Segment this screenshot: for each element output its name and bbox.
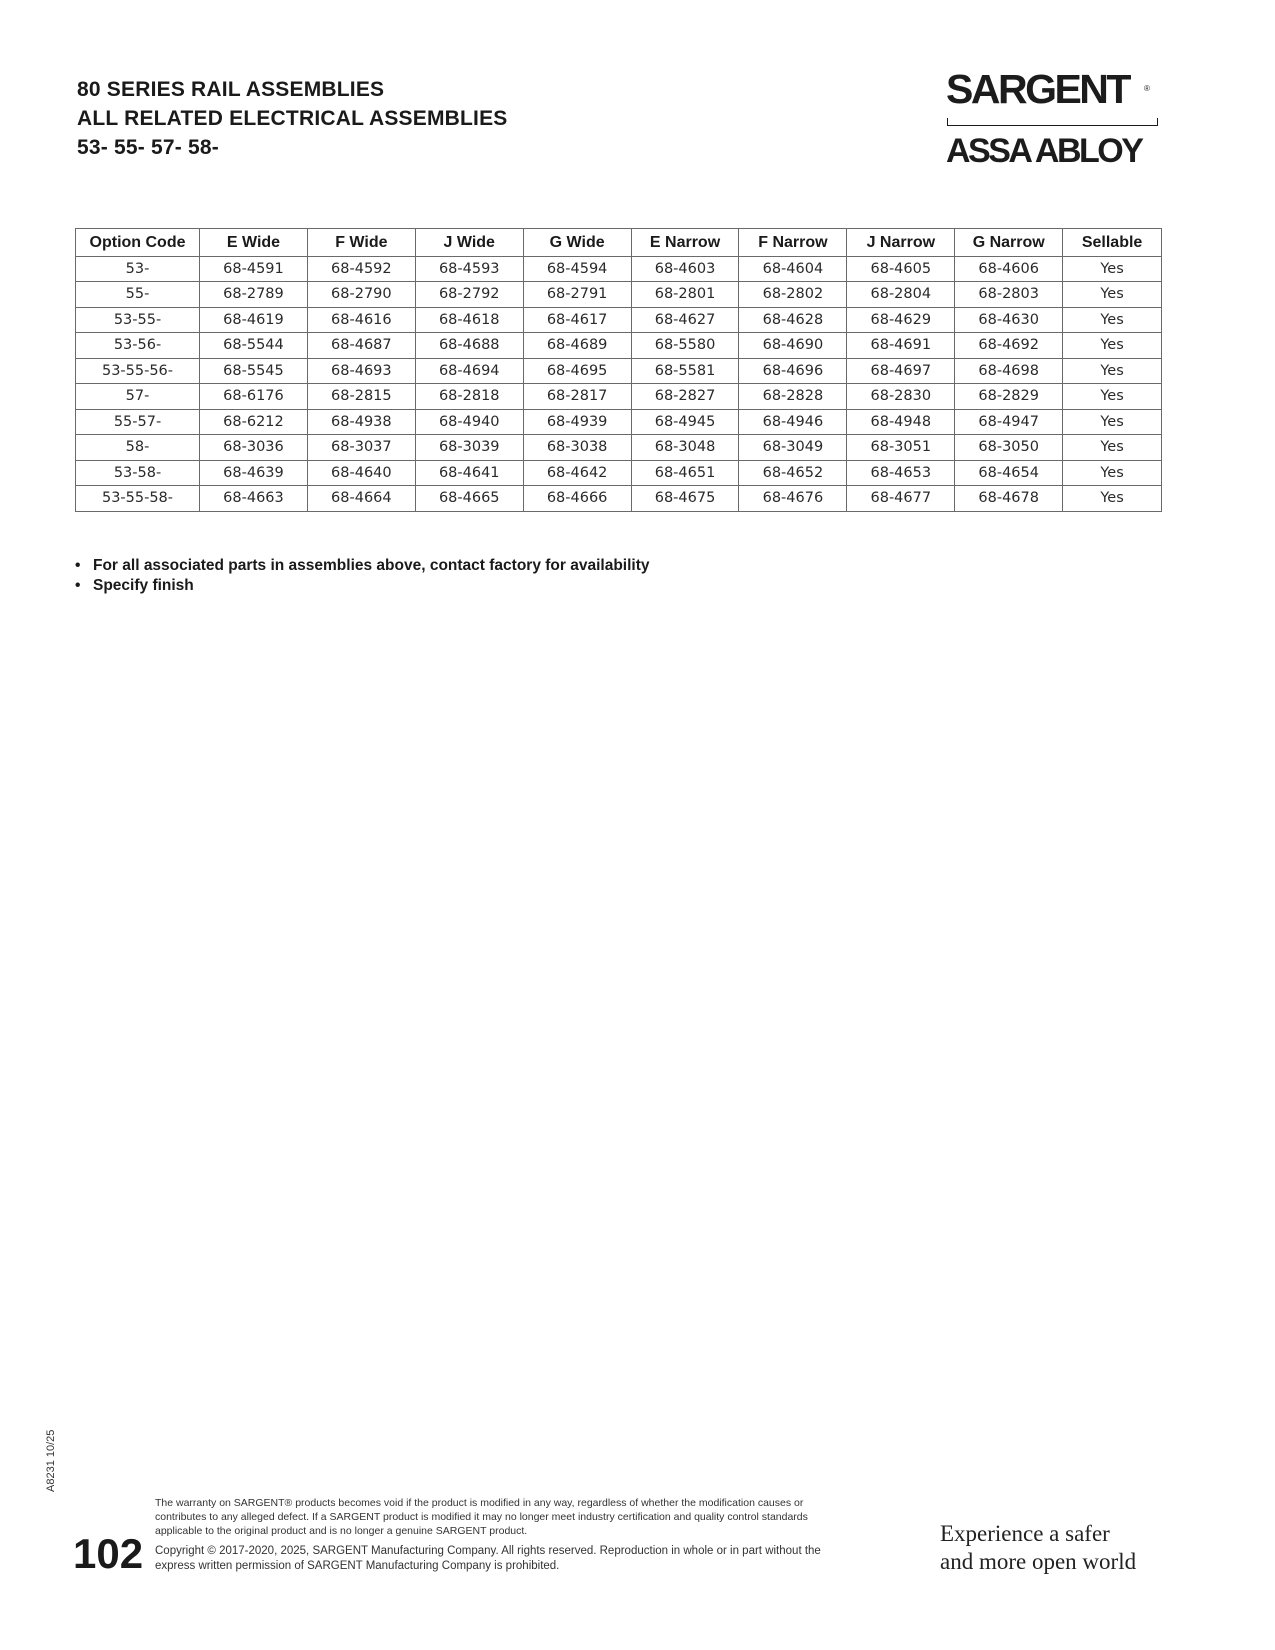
part-number-cell: 68-4663 [200,486,308,512]
sellable-cell: Yes [1063,486,1162,512]
title-line-2: ALL RELATED ELECTRICAL ASSEMBLIES [77,107,508,130]
part-number-cell: 68-4693 [307,358,415,384]
sellable-cell: Yes [1063,384,1162,410]
column-header: F Narrow [739,229,847,257]
part-number-cell: 68-4603 [631,256,739,282]
part-number-cell: 68-4687 [307,333,415,359]
part-number-cell: 68-4695 [523,358,631,384]
table-row [76,384,1162,410]
note-text: For all associated parts in assemblies above, contact factory for availability [93,557,650,574]
table-row [76,358,1162,384]
sellable-cell: Yes [1063,282,1162,308]
table-header-row [76,229,1162,257]
sargent-assa-abloy-logo [940,66,1160,176]
part-number-cell: 68-4947 [955,409,1063,435]
part-number-cell: 68-4641 [415,460,523,486]
part-number-cell: 68-2789 [200,282,308,308]
table-row [76,282,1162,308]
part-number-cell: 68-3048 [631,435,739,461]
column-header: J Wide [415,229,523,257]
part-number-cell: 68-2830 [847,384,955,410]
part-number-cell: 68-4664 [307,486,415,512]
part-number-cell: 68-3039 [415,435,523,461]
part-number-cell: 68-2817 [523,384,631,410]
part-number-cell: 68-3037 [307,435,415,461]
column-header: J Narrow [847,229,955,257]
option-code-cell: 53-58- [76,460,200,486]
part-number-cell: 68-2815 [307,384,415,410]
note-text: Specify finish [93,577,194,594]
sellable-cell: Yes [1063,435,1162,461]
column-header: G Narrow [955,229,1063,257]
part-number-cell: 68-4629 [847,307,955,333]
table-row [76,307,1162,333]
option-code-cell: 53-55- [76,307,200,333]
table-header [76,229,1162,257]
assa-abloy-wordmark: ASSA ABLOY [946,132,1142,170]
part-number-cell: 68-2827 [631,384,739,410]
part-number-cell: 68-2829 [955,384,1063,410]
part-number-cell: 68-4628 [739,307,847,333]
sellable-cell: Yes [1063,256,1162,282]
table-row [76,460,1162,486]
table-row [76,333,1162,359]
part-number-cell: 68-4946 [739,409,847,435]
part-number-cell: 68-4642 [523,460,631,486]
part-number-cell: 68-5580 [631,333,739,359]
notes-list [75,556,650,596]
option-code-cell: 57- [76,384,200,410]
part-number-cell: 68-3050 [955,435,1063,461]
part-number-cell: 68-4630 [955,307,1063,333]
part-number-cell: 68-4665 [415,486,523,512]
sellable-cell: Yes [1063,409,1162,435]
part-number-cell: 68-2802 [739,282,847,308]
part-number-cell: 68-6176 [200,384,308,410]
column-header: E Wide [200,229,308,257]
part-number-cell: 68-4677 [847,486,955,512]
column-header: E Narrow [631,229,739,257]
tagline [940,1520,1136,1576]
part-number-cell: 68-4593 [415,256,523,282]
option-code-cell: 55-57- [76,409,200,435]
part-number-cell: 68-4698 [955,358,1063,384]
part-number-cell: 68-4654 [955,460,1063,486]
option-code-cell: 53-56- [76,333,200,359]
part-number-cell: 68-2804 [847,282,955,308]
part-number-cell: 68-3036 [200,435,308,461]
part-number-cell: 68-4689 [523,333,631,359]
part-number-cell: 68-4592 [307,256,415,282]
sellable-cell: Yes [1063,358,1162,384]
part-number-cell: 68-2792 [415,282,523,308]
part-number-cell: 68-4666 [523,486,631,512]
part-numbers-table [75,228,1162,512]
part-number-cell: 68-4676 [739,486,847,512]
part-number-cell: 68-4606 [955,256,1063,282]
note-item [75,556,650,576]
part-number-cell: 68-4594 [523,256,631,282]
part-number-cell: 68-5544 [200,333,308,359]
part-number-cell: 68-4651 [631,460,739,486]
part-number-cell: 68-4690 [739,333,847,359]
part-number-cell: 68-4692 [955,333,1063,359]
part-number-cell: 68-4694 [415,358,523,384]
title-line-1: 80 SERIES RAIL ASSEMBLIES [77,78,385,101]
part-number-cell: 68-4678 [955,486,1063,512]
part-number-cell: 68-4591 [200,256,308,282]
column-header: G Wide [523,229,631,257]
part-number-cell: 68-4640 [307,460,415,486]
note-item [75,576,650,596]
part-number-cell: 68-4688 [415,333,523,359]
document-id: A8231 10/25 [45,1429,57,1492]
column-header: F Wide [307,229,415,257]
part-number-cell: 68-2801 [631,282,739,308]
part-number-cell: 68-4948 [847,409,955,435]
column-header: Option Code [76,229,200,257]
part-number-cell: 68-4696 [739,358,847,384]
part-number-cell: 68-5581 [631,358,739,384]
part-number-cell: 68-4675 [631,486,739,512]
page-number: 102 [73,1530,144,1577]
bullet-icon: • [75,577,81,594]
title-line-3: 53- 55- 57- 58- [77,136,219,159]
part-number-cell: 68-2828 [739,384,847,410]
part-number-cell: 68-4618 [415,307,523,333]
part-number-cell: 68-4938 [307,409,415,435]
part-number-cell: 68-3038 [523,435,631,461]
part-number-cell: 68-4691 [847,333,955,359]
sellable-cell: Yes [1063,307,1162,333]
option-code-cell: 53- [76,256,200,282]
sellable-cell: Yes [1063,333,1162,359]
warranty-text: The warranty on SARGENT® products becomes void if the product is modified in any way, regardless of whether the modification causes or contributes to any alleged defect. If a SARGENT product is modified it may no longer meet industry certification and quality control standards applicable to the original product and is no longer a genuine SARGENT product. [155,1497,808,1537]
part-number-cell: 68-4604 [739,256,847,282]
option-code-cell: 53-55-58- [76,486,200,512]
part-number-cell: 68-3051 [847,435,955,461]
table-row [76,409,1162,435]
part-number-cell: 68-4639 [200,460,308,486]
part-number-cell: 68-2803 [955,282,1063,308]
part-number-cell: 68-4653 [847,460,955,486]
part-number-cell: 68-4605 [847,256,955,282]
tagline-line-2: and more open world [940,1549,1137,1574]
part-number-cell: 68-4619 [200,307,308,333]
part-number-cell: 68-2818 [415,384,523,410]
option-code-cell: 55- [76,282,200,308]
table-row [76,256,1162,282]
part-number-cell: 68-2791 [523,282,631,308]
part-number-cell: 68-2790 [307,282,415,308]
part-number-cell: 68-4939 [523,409,631,435]
tagline-line-1: Experience a safer [940,1521,1110,1546]
part-number-cell: 68-3049 [739,435,847,461]
registered-mark: ® [1144,84,1150,93]
part-number-cell: 68-4940 [415,409,523,435]
option-code-cell: 53-55-56- [76,358,200,384]
part-number-cell: 68-5545 [200,358,308,384]
table-row [76,486,1162,512]
part-number-cell: 68-6212 [200,409,308,435]
part-number-cell: 68-4627 [631,307,739,333]
sellable-cell: Yes [1063,460,1162,486]
bullet-icon: • [75,557,81,574]
table-body [76,256,1162,511]
part-number-cell: 68-4697 [847,358,955,384]
option-code-cell: 58- [76,435,200,461]
table-row [76,435,1162,461]
part-number-cell: 68-4652 [739,460,847,486]
page-title [77,75,508,162]
part-number-cell: 68-4617 [523,307,631,333]
part-number-cell: 68-4945 [631,409,739,435]
sargent-wordmark: SARGENT [946,66,1129,112]
column-header: Sellable [1063,229,1162,257]
logo-bracket-line [947,118,1158,126]
part-number-cell: 68-4616 [307,307,415,333]
copyright-text: Copyright © 2017-2020, 2025, SARGENT Manufacturing Company. All rights reserved. Reproduction in whole or in part without the express written permission of SARGENT Manufacturing Company is prohibited. [155,1545,821,1572]
